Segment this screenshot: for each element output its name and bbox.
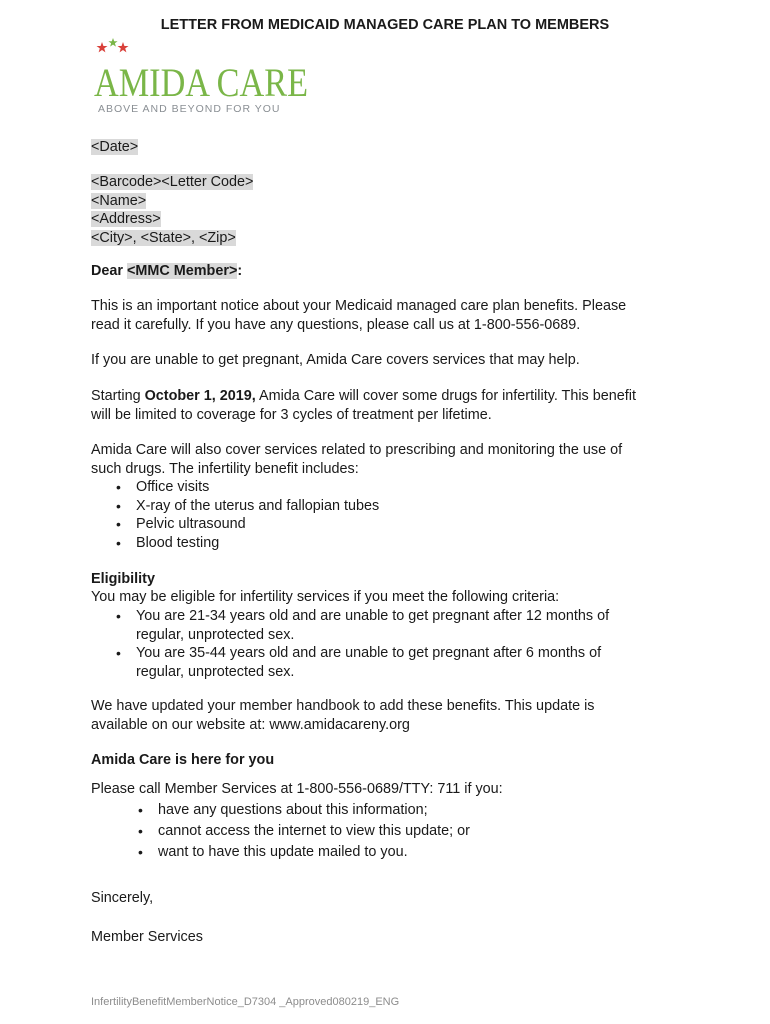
barcode-line: <Barcode><Letter Code> — [91, 174, 254, 190]
address-line: <Address> — [91, 211, 161, 227]
signature: Member Services — [91, 929, 203, 945]
eligibility-intro: You may be eligible for infertility services if you meet the following criteria: — [91, 589, 560, 605]
logo-brand-text: AMIDA CARE — [94, 60, 308, 105]
list-item: • cannot access the internet to view this update; or — [158, 821, 470, 842]
starting-paragraph: Starting October 1, 2019, Amida Care will cover some drugs for infertility. This benefit will be limited to coverage for 3 cycles of treatment per lifetime. — [91, 388, 636, 423]
here-for-you-heading: Amida Care is here for you — [91, 752, 275, 768]
stars-icon — [97, 38, 129, 52]
salutation: Dear <MMC Member>: — [91, 263, 243, 279]
address-block — [91, 173, 253, 247]
list-item: • You are 21-34 years old and are unable to get pregnant after 12 months of regular, unprotected sex. — [136, 607, 609, 644]
list-item: • Blood testing — [136, 534, 379, 553]
list-item: • Pelvic ultrasound — [136, 515, 379, 534]
list-item: • X-ray of the uterus and fallopian tubes — [136, 497, 379, 516]
member-services-intro: Please call Member Services at 1-800-556-0689/TTY: 711 if you: — [91, 781, 503, 797]
footer-code: InfertilityBenefitMemberNotice_D7304 _Approved080219_ENG — [91, 996, 400, 1008]
closing-sincerely: Sincerely, — [91, 890, 154, 906]
eligibility-heading: Eligibility — [91, 571, 155, 587]
amida-care-logo — [92, 38, 322, 118]
pregnant-paragraph: If you are unable to get pregnant, Amida Care covers services that may help. — [91, 352, 580, 368]
services-paragraph: Amida Care will also cover services related to prescribing and monitoring the use of such drugs. The infertility benefit includes: — [91, 442, 623, 477]
intro-paragraph: This is an important notice about your Medicaid managed care plan benefits. Please read it carefully. If you have any questions, please call us at 1-800-556-0689. — [91, 298, 627, 333]
city-line: <City>, <State>, <Zip> — [91, 229, 236, 246]
date-placeholder: <Date> — [91, 139, 139, 155]
eligibility-list — [136, 607, 609, 681]
list-item: • You are 35-44 years old and are unable to get pregnant after 6 months of regular, unprotected sex. — [136, 644, 609, 681]
contact-list — [158, 800, 470, 863]
name-line: <Name> — [91, 192, 147, 209]
logo-tagline: ABOVE AND BEYOND FOR YOU — [98, 103, 281, 115]
services-list — [136, 478, 379, 552]
list-item: • want to have this update mailed to you. — [158, 842, 470, 863]
website-text: available on our website at: www.amidacareny.org — [91, 716, 410, 733]
list-item: • Office visits — [136, 478, 379, 497]
page-title: LETTER FROM MEDICAID MANAGED CARE PLAN TO MEMBERS — [160, 17, 610, 33]
list-item: • have any questions about this information; — [158, 800, 470, 821]
handbook-paragraph: We have updated your member handbook to add these benefits. This update is available on our website at: www.amidacareny.org — [91, 698, 595, 733]
